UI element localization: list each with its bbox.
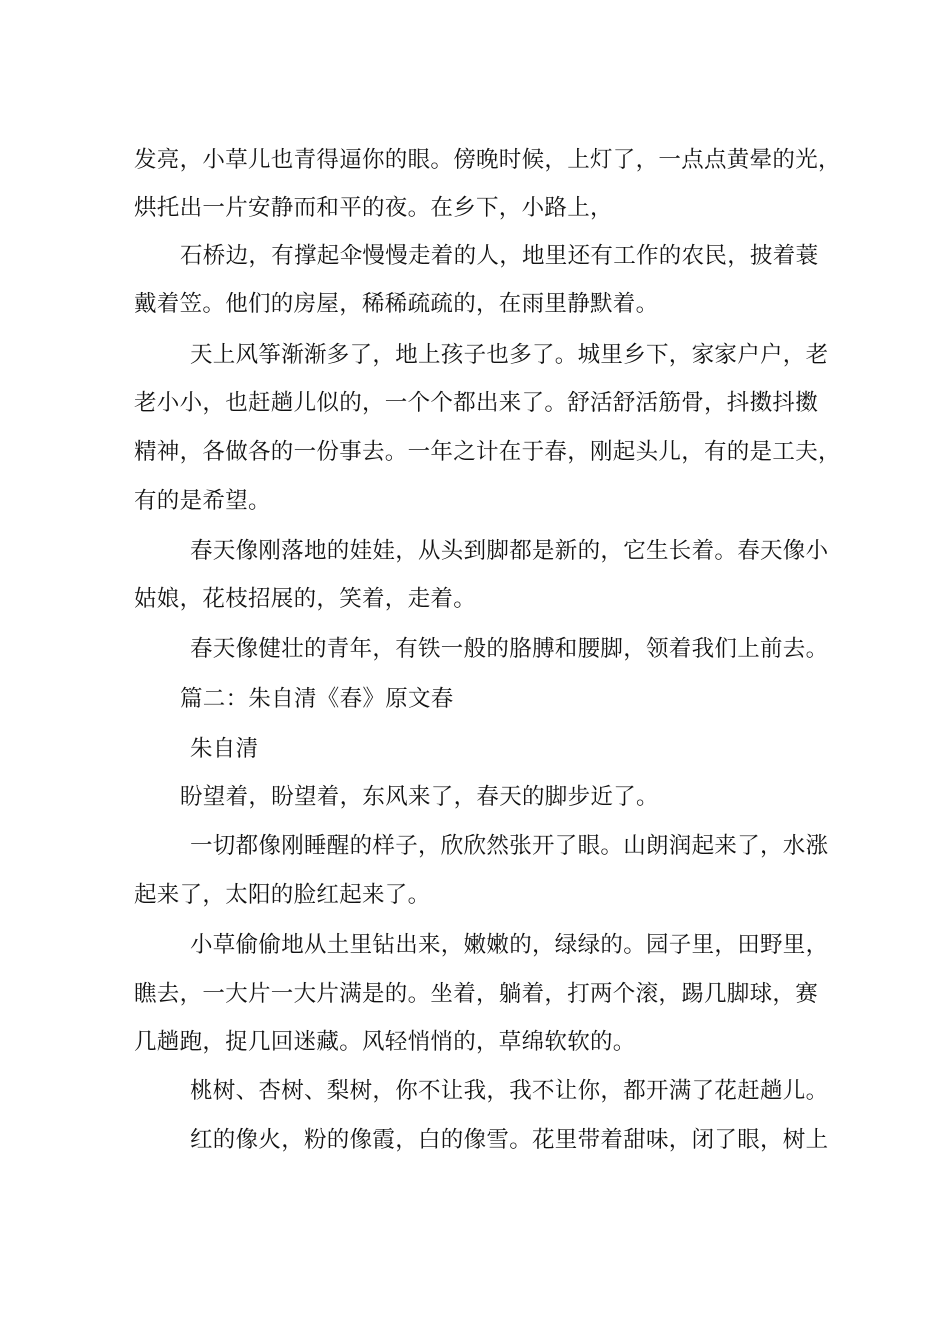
text-line: 姑娘，花枝招展的，笑着，走着。 — [134, 586, 477, 612]
text-line: 桃树、杏树、梨树，你不让我，我不让你，都开满了花赶趟儿。 — [190, 1078, 829, 1104]
text-line: 石桥边，有撑起伞慢慢走着的人，地里还有工作的农民，披着蓑 — [180, 243, 819, 269]
author-line: 朱自清 — [190, 736, 259, 762]
text-line: 盼望着，盼望着，东风来了，春天的脚步近了。 — [180, 784, 659, 810]
text-line: 春天像健壮的青年，有铁一般的胳膊和腰脚，领着我们上前去。 — [190, 636, 829, 662]
text-line: 几趟跑，捉几回迷藏。风轻悄悄的，草绵软软的。 — [134, 1029, 636, 1055]
text-line: 起来了，太阳的脸红起来了。 — [134, 882, 431, 908]
text-line: 春天像刚落地的娃娃，从头到脚都是新的，它生长着。春天像小 — [190, 538, 829, 564]
text-line: 烘托出一片安静而和平的夜。在乡下，小路上， — [134, 195, 613, 221]
text-line: 戴着笠。他们的房屋，稀稀疏疏的，在雨里静默着。 — [134, 291, 659, 317]
text-line: 老小小，也赶趟儿似的，一个个都出来了。舒活舒活筋骨，抖擞抖擞 — [134, 390, 819, 416]
text-line: 精神，各做各的一份事去。一年之计在于春，刚起头儿，有的是工夫， — [134, 439, 841, 465]
text-line: 瞧去，一大片一大片满是的。坐着，躺着，打两个滚，踢几脚球，赛 — [134, 981, 819, 1007]
section-heading: 篇二：朱自清《春》原文春 — [180, 686, 454, 712]
text-line: 有的是希望。 — [134, 488, 271, 514]
text-line: 小草偷偷地从土里钻出来，嫩嫩的，绿绿的。园子里，田野里， — [190, 932, 829, 958]
text-line: 红的像火，粉的像霞，白的像雪。花里带着甜味，闭了眼，树上 — [190, 1127, 829, 1153]
text-line: 天上风筝渐渐多了，地上孩子也多了。城里乡下，家家户户，老 — [190, 342, 829, 368]
text-line: 一切都像刚睡醒的样子，欣欣然张开了眼。山朗润起来了，水涨 — [190, 833, 829, 859]
text-line: 发亮，小草儿也青得逼你的眼。傍晚时候，上灯了，一点点黄晕的光， — [134, 147, 841, 173]
